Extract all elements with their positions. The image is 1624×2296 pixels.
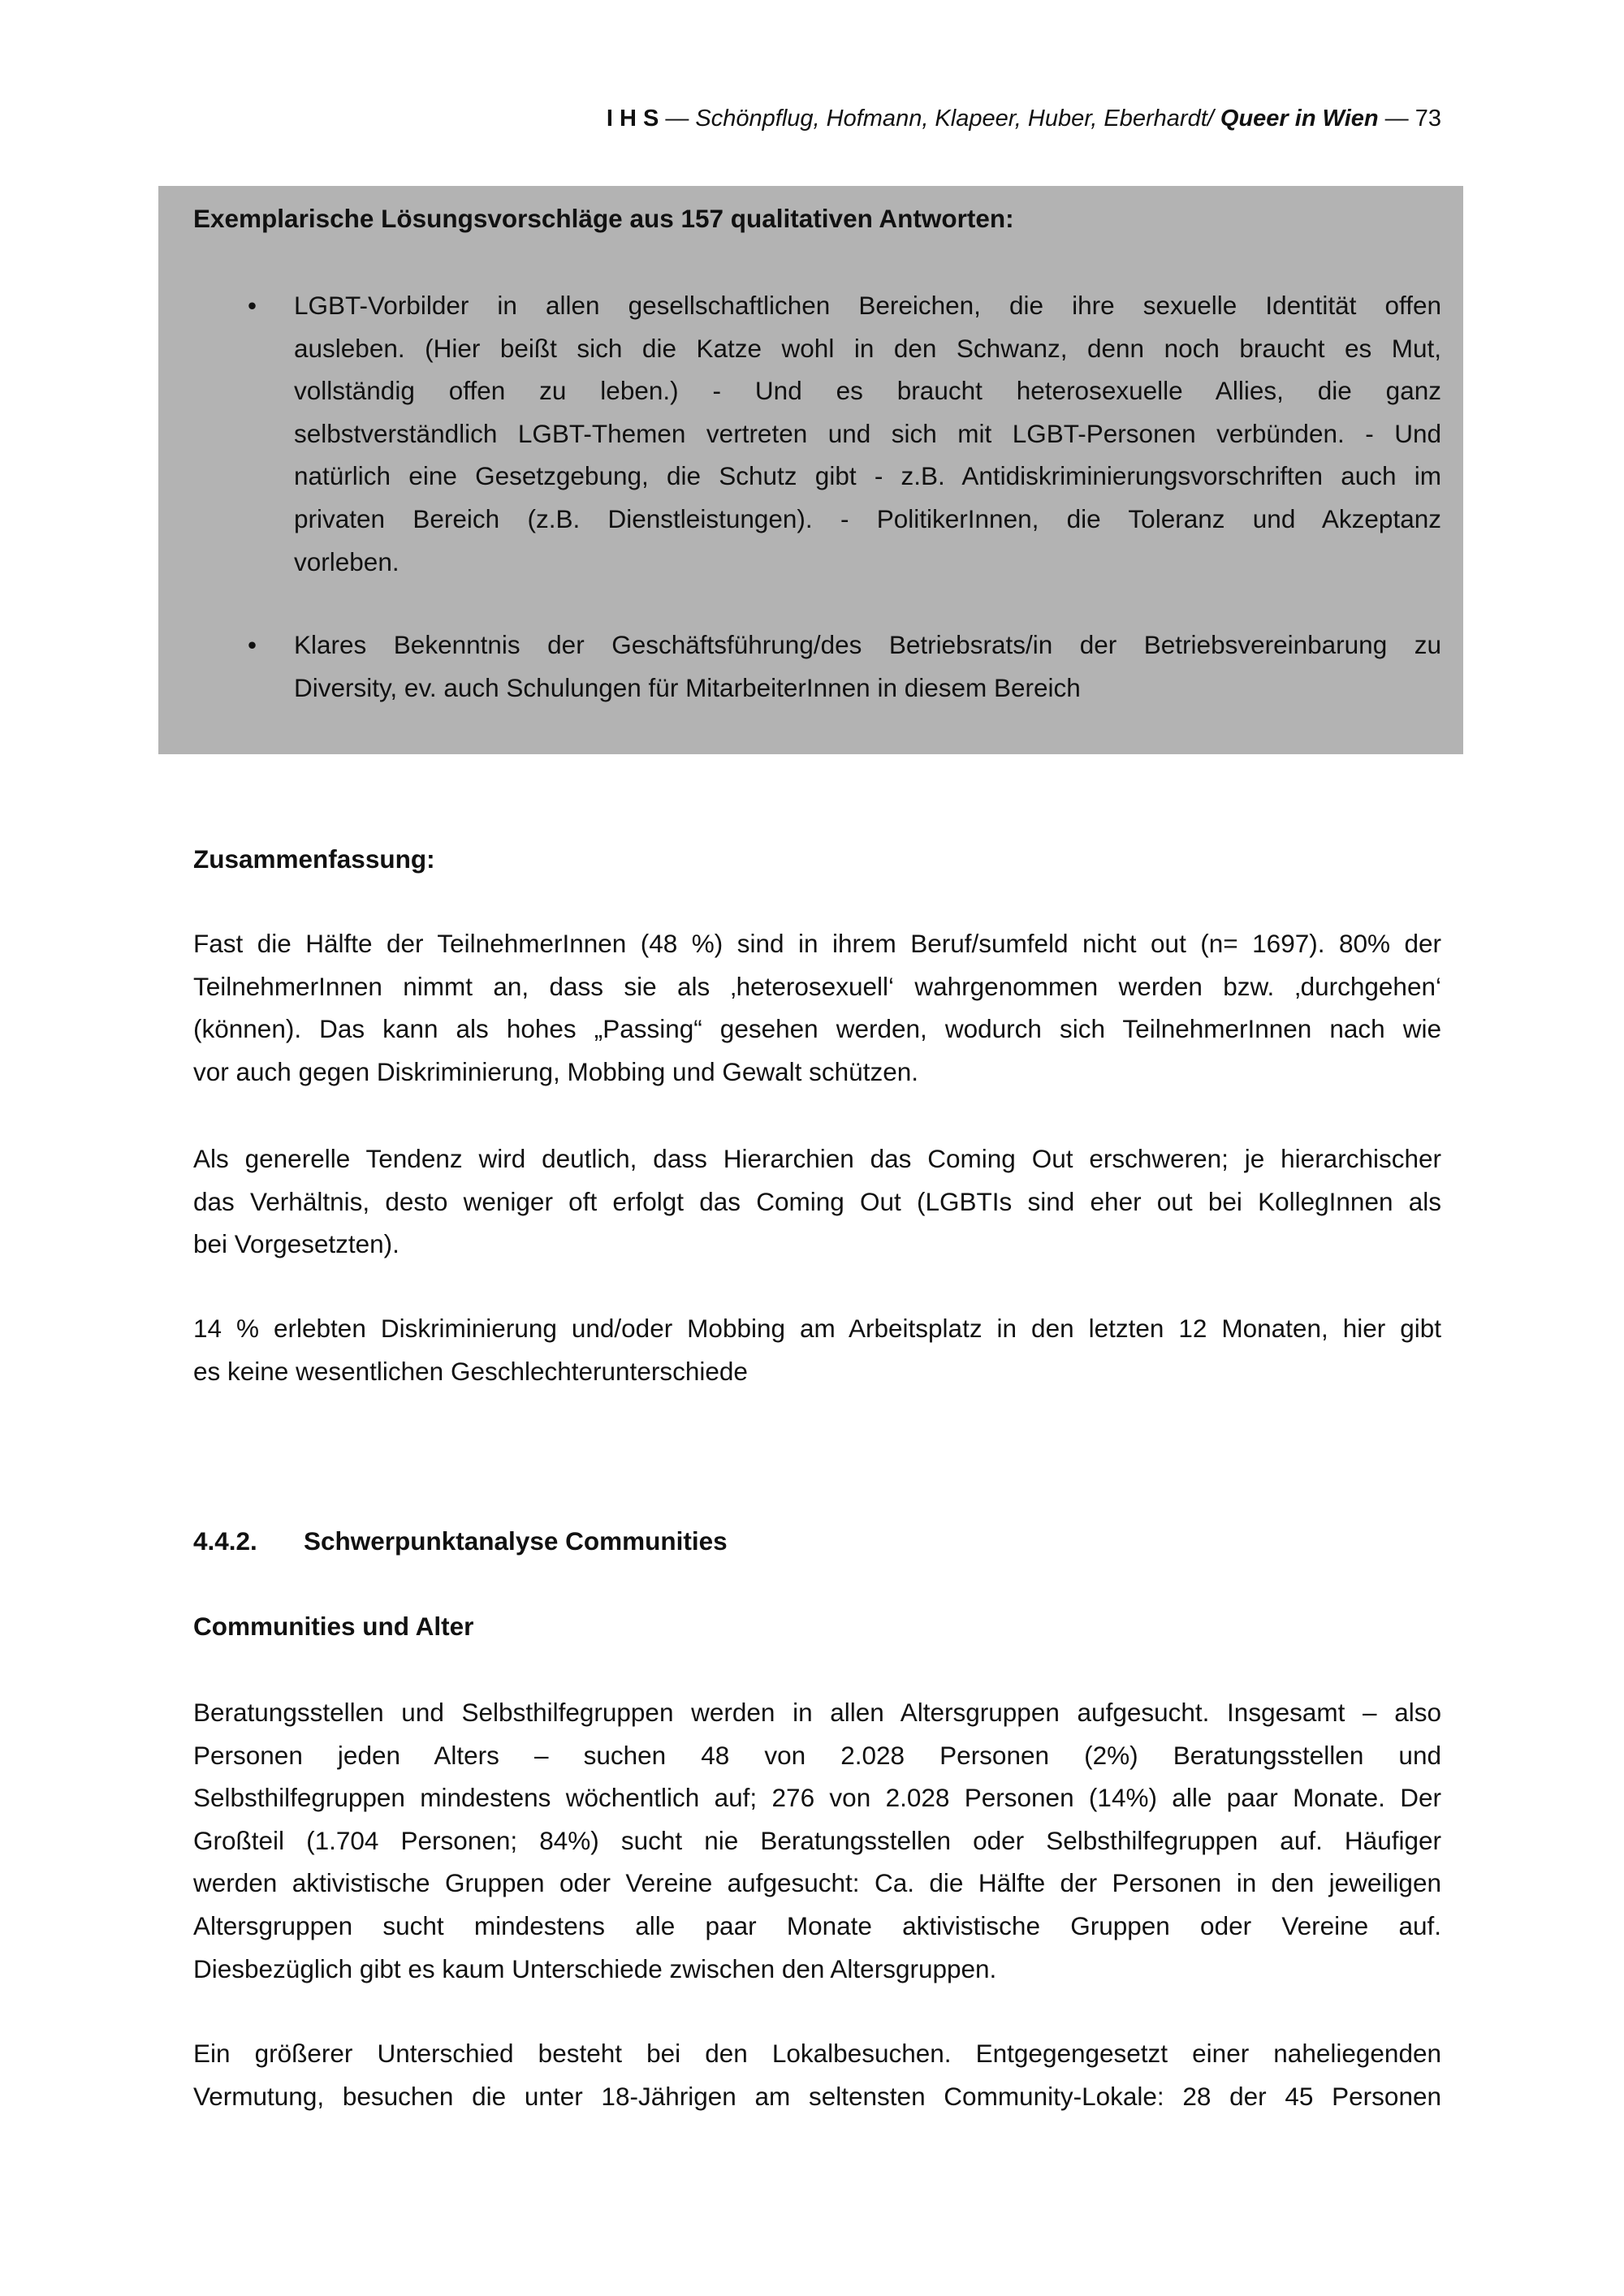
bullet-item [294, 624, 1441, 709]
text-line: LGBT-Vorbilder in allen gesellschaftlichen Bereichen, die ihre sexuelle Identität offen [294, 291, 1441, 320]
subsection-heading: Communities und Alter [193, 1612, 474, 1641]
text-line: 14 % erlebten Diskriminierung und/oder Mobbing am Arbeitsplatz in den letzten 12 Monaten, hier gibt [193, 1314, 1441, 1343]
header-institute: I H S [606, 106, 659, 132]
paragraph [193, 922, 1441, 1093]
bullet-icon: • [248, 630, 257, 659]
box-heading: Exemplarische Lösungsvorschläge aus 157 qualitativen Antworten: [193, 204, 1014, 233]
text-line: (können). Das kann als hohes „Passing“ gesehen werden, wodurch sich TeilnehmerInnen nach wie [193, 1014, 1441, 1044]
summary-heading: Zusammenfassung: [193, 844, 435, 874]
text-line: privaten Bereich (z.B. Dienstleistungen). - PolitikerInnen, die Toleranz und Akzeptanz [294, 503, 1441, 533]
bullet-item [294, 284, 1441, 583]
text-line: es keine wesentlichen Geschlechterunterschiede [193, 1356, 748, 1386]
text-line: vorleben. [294, 546, 400, 576]
bullet-icon: • [248, 291, 257, 320]
header-authors: Schönpflug, Hofmann, Klapeer, Huber, Eberhardt/ [695, 106, 1214, 132]
text-line: Beratungsstellen und Selbsthilfegruppen werden in allen Altersgruppen aufgesucht. Insgesamt – also [193, 1698, 1441, 1727]
section-number: 4.4.2. [193, 1526, 257, 1556]
header-title: Queer in Wien [1213, 106, 1379, 132]
text-line: vollständig offen zu leben.) - Und es braucht heterosexuelle Allies, die ganz [294, 376, 1441, 406]
text-line: das Verhältnis, desto weniger oft erfolgt das Coming Out (LGBTIs sind eher out bei KollegInnen als [193, 1186, 1441, 1216]
text-line: Ein größerer Unterschied besteht bei den Lokalbesuchen. Entgegengesetzt einer naheliegenden [193, 2039, 1441, 2068]
text-line: vor auch gegen Diskriminierung, Mobbing und Gewalt schützen. [193, 1056, 918, 1086]
text-line: Personen jeden Alters – suchen 48 von 2.028 Personen (2%) Beratungsstellen und [193, 1740, 1441, 1770]
text-line: Als generelle Tendenz wird deutlich, dass Hierarchien das Coming Out erschweren; je hierarchischer [193, 1144, 1441, 1173]
paragraph [193, 2032, 1441, 2117]
running-header [607, 106, 1441, 132]
text-line: Diesbezüglich gibt es kaum Unterschiede zwischen den Altersgruppen. [193, 1953, 997, 1983]
text-line: bei Vorgesetzten). [193, 1229, 400, 1259]
paragraph [193, 1691, 1441, 1990]
section-heading [193, 1520, 1441, 1563]
header-dash: — [659, 106, 696, 132]
text-line: ausleben. (Hier beißt sich die Katze wohl in den Schwanz, denn noch braucht es Mut, [294, 333, 1441, 363]
text-line: Altersgruppen sucht mindestens alle paar Monate aktivistische Gruppen oder Vereine auf. [193, 1910, 1441, 1940]
text-line: werden aktivistische Gruppen oder Vereine aufgesucht: Ca. die Hälfte der Personen in den jeweiligen [193, 1868, 1441, 1898]
text-line: Fast die Hälfte der TeilnehmerInnen (48 %) sind in ihrem Beruf/sumfeld nicht out (n= 1697). 80% der [193, 929, 1441, 958]
text-line: Klares Bekenntnis der Geschäftsführung/des Betriebsrats/in der Betriebsvereinbarung zu [294, 630, 1441, 659]
paragraph [193, 1137, 1441, 1266]
text-line: Diversity, ev. auch Schulungen für MitarbeiterInnen in diesem Bereich [294, 672, 1081, 702]
text-line: Selbsthilfegruppen mindestens wöchentlich auf; 276 von 2.028 Personen (14%) alle paar Monate. Der [193, 1783, 1441, 1813]
text-line: Großteil (1.704 Personen; 84%) sucht nie Beratungsstellen oder Selbsthilfegruppen auf. Häufiger [193, 1825, 1441, 1855]
text-line: selbstverständlich LGBT-Themen vertreten und sich mit LGBT-Personen verbünden. - Und [294, 418, 1441, 448]
paragraph [193, 1307, 1441, 1392]
section-title: Schwerpunktanalyse Communities [304, 1526, 728, 1556]
text-line: TeilnehmerInnen nimmt an, dass sie als ‚heterosexuell‘ wahrgenommen werden bzw. ‚durchgehen‘ [193, 971, 1441, 1001]
header-dash: — [1378, 106, 1415, 132]
text-line: Vermutung, besuchen die unter 18-Jährigen am seltensten Community-Lokale: 28 der 45 Personen [193, 2081, 1441, 2111]
text-line: natürlich eine Gesetzgebung, die Schutz gibt - z.B. Antidiskriminierungsvorschriften auch im [294, 461, 1441, 491]
page-number: 73 [1415, 106, 1441, 132]
